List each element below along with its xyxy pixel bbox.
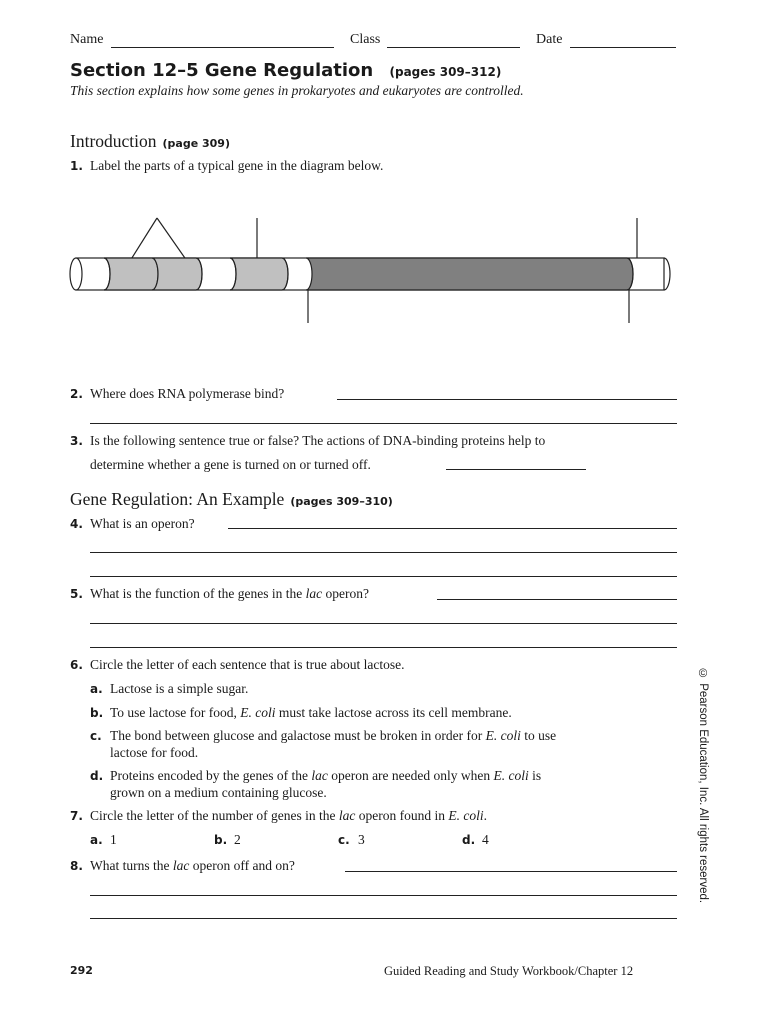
- gene-segment-dark: [306, 258, 633, 290]
- section-description: This section explains how some genes in prokaryotes and eukaryotes are controlled.: [70, 83, 524, 98]
- answer-line[interactable]: [90, 423, 677, 424]
- question-text: .: [483, 808, 488, 823]
- question-text: What turns the: [90, 858, 170, 873]
- dna-end-right: [664, 258, 670, 290]
- answer-line[interactable]: [90, 647, 677, 648]
- answer-line[interactable]: [345, 871, 677, 872]
- answer-line[interactable]: [90, 552, 677, 553]
- option-text: 1: [110, 832, 117, 847]
- option-7c[interactable]: [338, 832, 365, 848]
- option-6d-line2: grown on a medium containing glucose.: [110, 785, 327, 800]
- introduction-heading-text: Introduction: [70, 131, 157, 151]
- class-label: Class: [350, 32, 381, 47]
- class-field[interactable]: [387, 47, 520, 48]
- option-text: is: [532, 768, 542, 783]
- question-text: operon off and on?: [192, 858, 295, 873]
- option-text: Lactose is a simple sugar.: [110, 681, 249, 696]
- answer-line[interactable]: [228, 528, 677, 529]
- question-7: [70, 808, 487, 824]
- example-pages: (pages 309–310): [290, 495, 393, 508]
- option-text: 4: [482, 832, 489, 847]
- question-text: Is the following sentence true or false? The actions of DNA-binding proteins help to: [90, 433, 546, 448]
- option-letter[interactable]: c.: [338, 833, 350, 847]
- question-1: [70, 158, 383, 174]
- question-8: [70, 858, 295, 874]
- section-title: [70, 60, 501, 81]
- question-text: Where does RNA polymerase bind?: [90, 386, 285, 401]
- section-pages: (pages 309–312): [389, 65, 502, 79]
- italic-term: E. coli: [240, 705, 276, 720]
- introduction-heading: [70, 131, 230, 152]
- option-text: operon are needed only when: [331, 768, 491, 783]
- footer-book-title: Guided Reading and Study Workbook/Chapter 12: [384, 964, 634, 978]
- example-heading-text: Gene Regulation: An Example: [70, 489, 285, 509]
- copyright-sidebar: © Pearson Education, Inc. All rights reserved.: [697, 668, 709, 904]
- italic-term: E. coli: [485, 728, 521, 743]
- question-number: 5.: [70, 587, 83, 601]
- answer-line[interactable]: [90, 895, 677, 896]
- italic-term: E. coli: [493, 768, 529, 783]
- option-6d[interactable]: [90, 768, 541, 784]
- question-6: [70, 657, 405, 673]
- option-6b[interactable]: [90, 705, 512, 721]
- option-text: Proteins encoded by the genes of the: [110, 768, 308, 783]
- question-3-line2: determine whether a gene is turned on or turned off.: [90, 457, 371, 472]
- answer-line[interactable]: [90, 576, 677, 577]
- option-text: To use lactose for food,: [110, 705, 237, 720]
- option-text: 2: [234, 832, 241, 847]
- question-number: 6.: [70, 658, 83, 672]
- section-title-text: Section 12–5 Gene Regulation: [70, 60, 374, 81]
- gene-segment-light: [152, 258, 202, 290]
- question-number: 3.: [70, 434, 83, 448]
- option-text: The bond between glucose and galactose must be broken in order for: [110, 728, 483, 743]
- italic-term: lac: [338, 808, 356, 823]
- gene-segment-light: [104, 258, 158, 290]
- option-6c[interactable]: [90, 728, 556, 744]
- question-number: 2.: [70, 387, 83, 401]
- answer-line[interactable]: [446, 469, 586, 470]
- question-text: Label the parts of a typical gene in the diagram below.: [90, 158, 384, 173]
- option-7a[interactable]: [90, 832, 117, 848]
- label-pointer-line: [130, 218, 157, 261]
- gene-segment-light: [230, 258, 288, 290]
- date-field[interactable]: [570, 47, 676, 48]
- option-letter[interactable]: b.: [90, 706, 104, 720]
- italic-term: lac: [311, 768, 328, 783]
- option-letter[interactable]: a.: [90, 682, 103, 696]
- answer-line[interactable]: [437, 599, 677, 600]
- question-text: operon?: [325, 586, 369, 601]
- option-7b[interactable]: [214, 832, 241, 848]
- question-text: Circle the letter of each sentence that is true about lactose.: [90, 657, 405, 672]
- date-label: Date: [536, 32, 563, 47]
- italic-term: lac: [305, 586, 323, 601]
- question-4: [70, 516, 195, 532]
- answer-line[interactable]: [337, 399, 677, 400]
- page-number: 292: [70, 964, 93, 977]
- answer-line[interactable]: [90, 623, 677, 624]
- question-3: [70, 433, 545, 449]
- question-text: What is an operon?: [90, 516, 195, 531]
- question-number: 1.: [70, 159, 83, 173]
- italic-term: E. coli: [448, 808, 484, 823]
- question-text: Circle the letter of the number of genes in the: [90, 808, 336, 823]
- name-field[interactable]: [111, 47, 334, 48]
- option-6a[interactable]: [90, 681, 248, 697]
- question-text: operon found in: [358, 808, 446, 823]
- option-6c-line2: lactose for food.: [110, 745, 199, 760]
- gene-diagram: [60, 210, 680, 330]
- question-text: What is the function of the genes in the: [90, 586, 303, 601]
- option-7d[interactable]: [462, 832, 489, 848]
- example-heading: [70, 489, 393, 510]
- question-number: 8.: [70, 859, 83, 873]
- introduction-pages: (page 309): [162, 137, 230, 150]
- header-row: [70, 32, 676, 50]
- option-letter[interactable]: b.: [214, 833, 228, 847]
- option-text: 3: [358, 832, 365, 847]
- name-label: Name: [70, 32, 104, 47]
- label-pointer-line: [157, 218, 187, 261]
- option-text: to use: [524, 728, 557, 743]
- option-letter[interactable]: c.: [90, 729, 102, 743]
- question-number: 4.: [70, 517, 83, 531]
- dna-end-left: [70, 258, 82, 290]
- option-letter[interactable]: d.: [462, 833, 476, 847]
- option-letter[interactable]: d.: [90, 769, 104, 783]
- question-2: [70, 386, 284, 402]
- option-text: must take lactose across its cell membrane.: [278, 705, 512, 720]
- question-5: [70, 586, 369, 602]
- italic-term: lac: [172, 858, 190, 873]
- option-letter[interactable]: a.: [90, 833, 103, 847]
- question-number: 7.: [70, 809, 83, 823]
- answer-line[interactable]: [90, 918, 677, 919]
